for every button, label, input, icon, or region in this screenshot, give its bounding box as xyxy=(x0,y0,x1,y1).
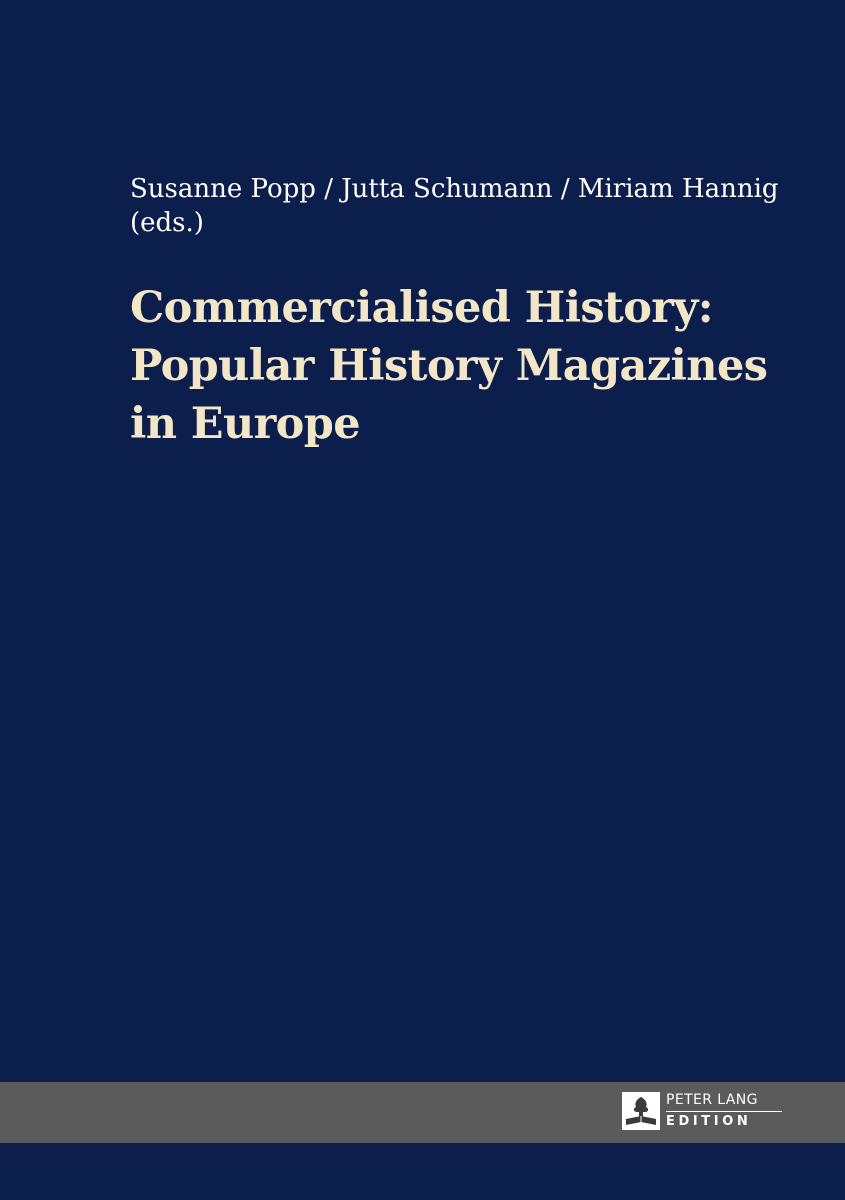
publisher-divider xyxy=(666,1111,782,1112)
book-title xyxy=(130,279,830,453)
title-line: Popular History Magazines xyxy=(130,341,768,391)
editors-names: Susanne Popp / Jutta Schumann / Miriam Hannig xyxy=(130,174,779,204)
editors xyxy=(130,172,810,240)
title-line: in Europe xyxy=(130,399,360,449)
publisher-imprint: EDITION xyxy=(666,1114,752,1129)
title-line: Commercialised History: xyxy=(130,283,713,333)
publisher-logo xyxy=(622,1092,787,1132)
book-tree-icon xyxy=(622,1092,660,1130)
publisher-name: PETER LANG xyxy=(666,1092,758,1108)
editors-role: (eds.) xyxy=(130,208,204,238)
